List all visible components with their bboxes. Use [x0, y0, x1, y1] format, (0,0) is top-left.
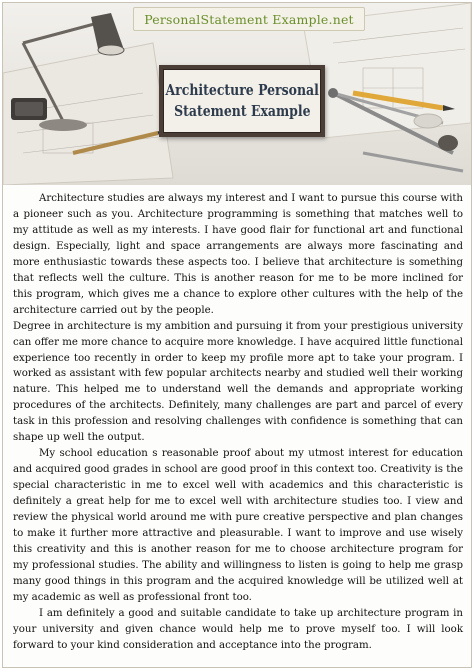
title-card	[163, 69, 321, 133]
header-banner	[3, 3, 471, 185]
paragraph-3: My school education s reasonable proof about my utmost interest for education and acquired good grades in school are good proof in this context too. Creativity is the special characteristic in me to excel well with academics and this characteristic is definitely a great help for me to excel well with architecture studies too. I view and review the physical world around me with pure creative perspective and plan changes to make it further more attractive and pleasurable. I want to improve and use wisely this creativity and this is another reason for me to choose architecture program for my professional studies. The ability and willingness to listen is going to help me grasp many good things in this program and the acquired knowledge will be utilized well at my academic as well as professional front too.	[13, 448, 463, 603]
title-frame	[159, 65, 325, 137]
paragraph-2: Degree in architecture is my ambition and pursuing it from your prestigious university can offer me more chance to acquire more knowledge. I have acquired little functional experience too recently in order to keep my profile more apt to take your program. I worked as assistant with few popular architects nearby and studied well their working nature. This helped me to understand well the demands and appropriate working procedures of the architects. Definitely, many challenges are part and parcel of every task in this profession and resolving challenges with confidence is something that can shape up well the output.	[13, 320, 463, 444]
site-name-banner	[133, 7, 365, 31]
paragraph-1: Architecture studies are always my interest and I want to pursue this course with a pioneer such as you. Architecture programming is something that matches well to my attitude as well as my interests. I have good flair for functional art and functional design. Especially, light and space arrangements are always more fascinating and more enthusiastic towards these aspects too. I believe that architecture is something that reflects well the culture. This is another reason for me to be more inclined for this program, which gives me a chance to explore other cultures with the help of the architecture carried out by the people.	[13, 193, 463, 316]
paragraph-4: I am definitely a good and suitable candidate to take up architecture program in your university and given chance would help me to prove myself too. I will look forward to your kind consideration and acceptance into the program.	[13, 607, 463, 651]
site-name: PersonalStatement Example.net	[144, 11, 354, 27]
page-title-line-1: Architecture Personal	[165, 82, 319, 99]
page-title-line-2: Statement Example	[173, 103, 311, 120]
document-page	[2, 2, 472, 668]
statement-body	[13, 191, 463, 654]
